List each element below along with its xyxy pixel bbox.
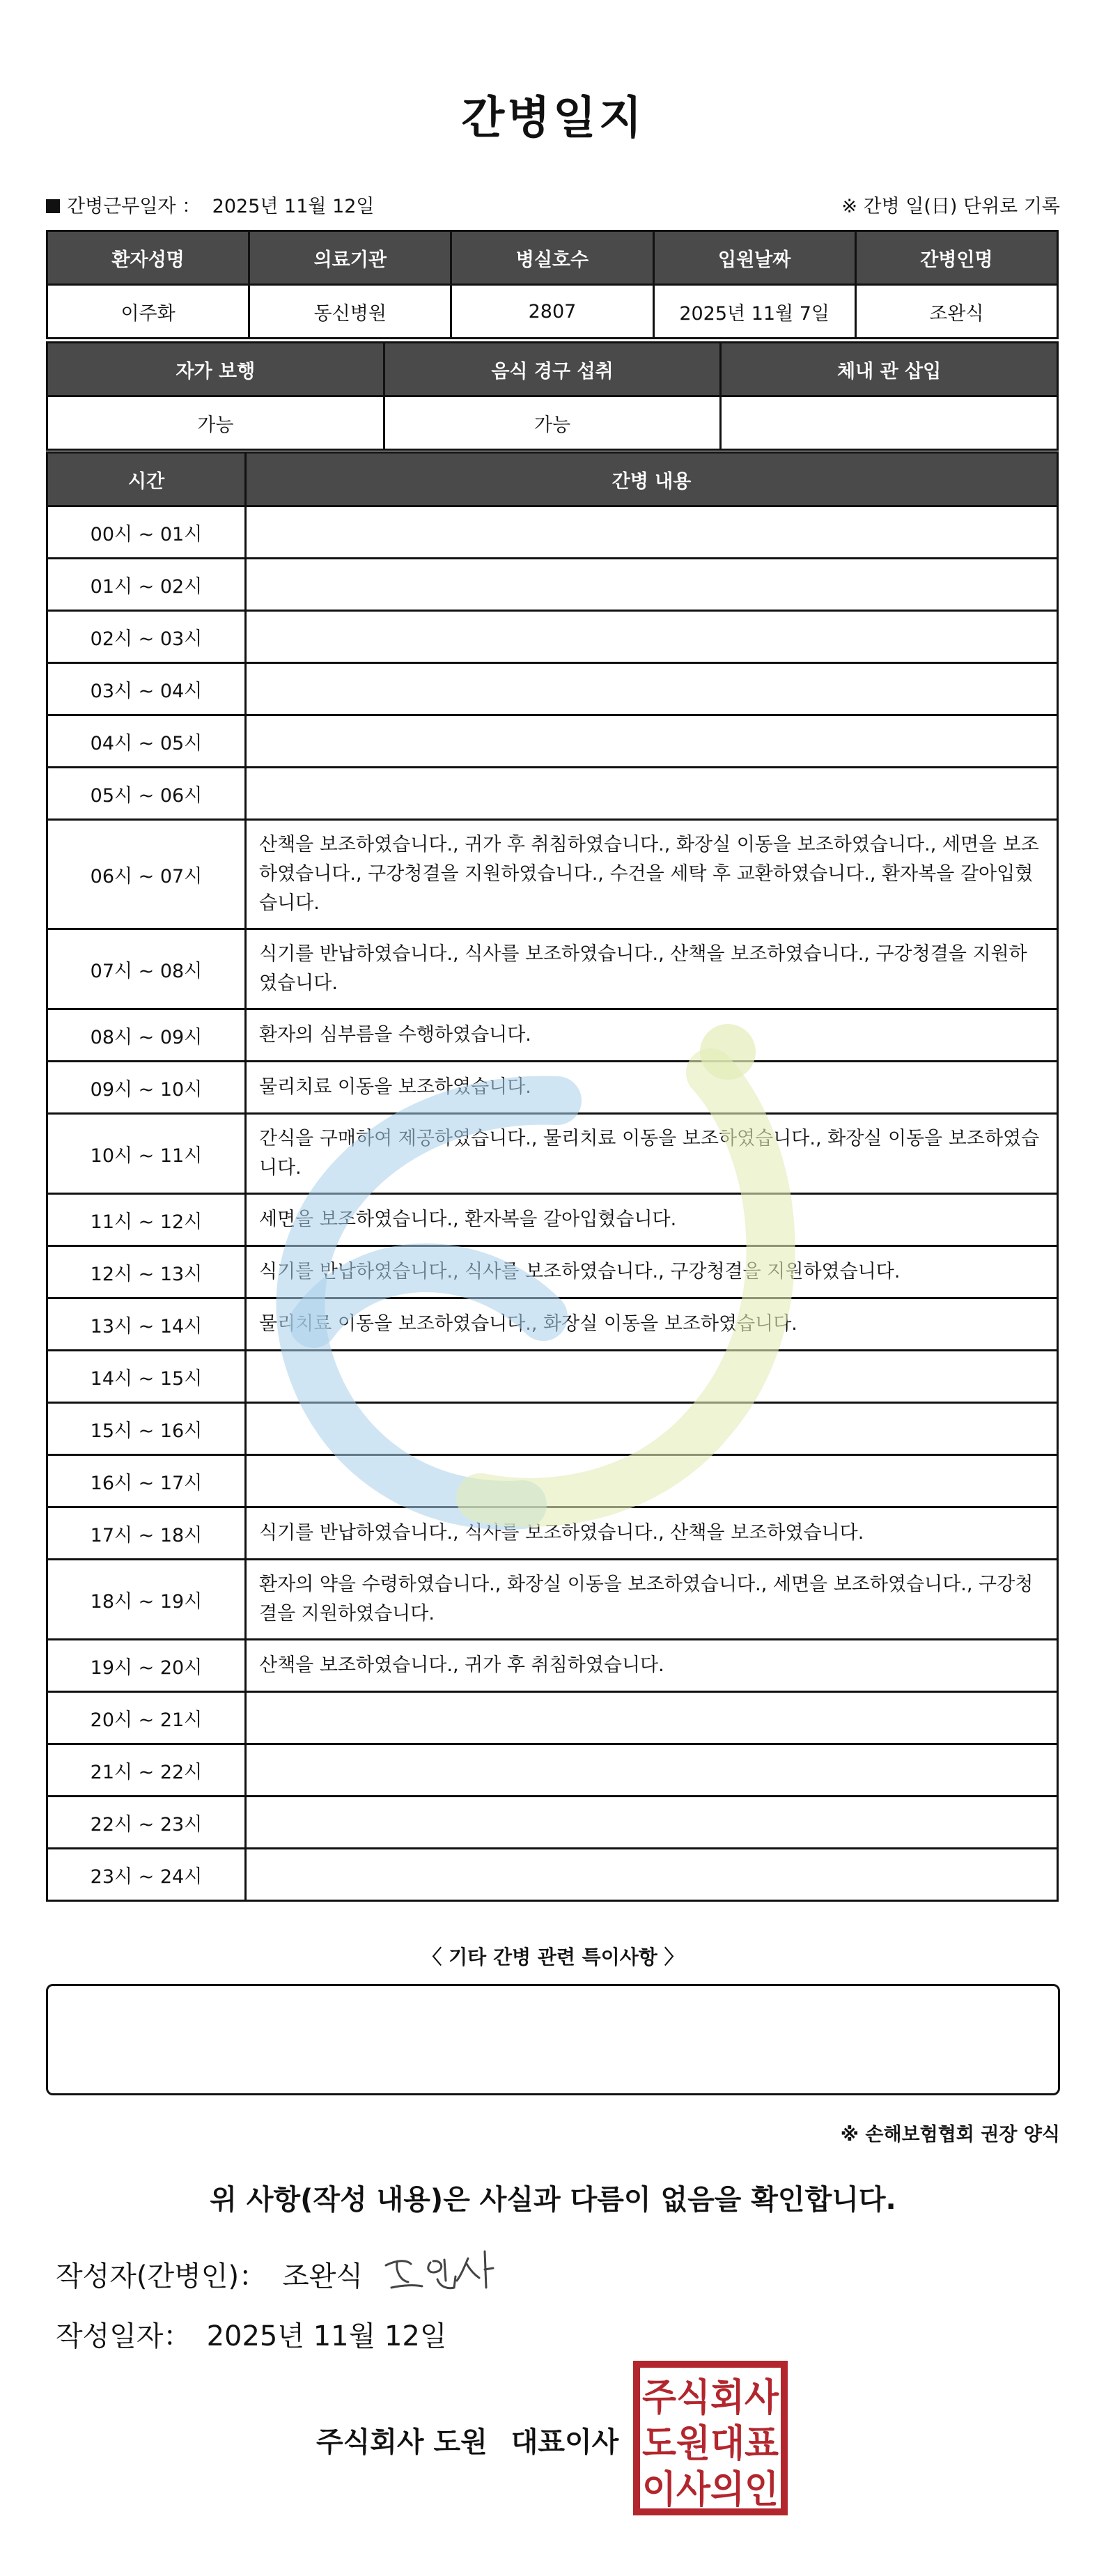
patient-status-table xyxy=(46,341,1059,451)
write-date-line xyxy=(56,2314,447,2354)
log-content-cell: 환자의 약을 수령하였습니다., 화장실 이동을 보조하였습니다., 세면을 보조하였습니다., 구강청결을 지원하였습니다. xyxy=(246,1560,1058,1640)
log-time-cell: 23시 ~ 24시 xyxy=(47,1849,246,1901)
log-row xyxy=(47,820,1058,929)
handwritten-signature xyxy=(376,2239,501,2302)
ceo-title: 대표이사 xyxy=(511,2426,619,2458)
log-time-cell: 20시 ~ 21시 xyxy=(47,1692,246,1744)
log-content-cell xyxy=(246,1692,1058,1744)
log-row xyxy=(47,929,1058,1009)
header-admission-date: 입원날짜 xyxy=(653,231,855,285)
log-row xyxy=(47,611,1058,663)
log-row xyxy=(47,1640,1058,1692)
log-time-cell: 15시 ~ 16시 xyxy=(47,1403,246,1455)
log-content-cell: 산책을 보조하였습니다., 귀가 후 취침하였습니다., 화장실 이동을 보조하였습니다., 세면을 보조하였습니다., 구강청결을 지원하였습니다., 수건을 세탁 후 교환하였습니다., 환자복을 갈아입혔습니다. xyxy=(246,820,1058,929)
log-time-cell: 04시 ~ 05시 xyxy=(47,715,246,768)
log-content-cell xyxy=(246,715,1058,768)
hospital-name: 동신병원 xyxy=(249,285,451,339)
log-row xyxy=(47,1849,1058,1901)
room-number: 2807 xyxy=(451,285,653,339)
log-content-cell: 간식을 구매하여 제공하였습니다., 물리치료 이동을 보조하였습니다., 화장실 이동을 보조하였습니다. xyxy=(246,1114,1058,1194)
log-row xyxy=(47,715,1058,768)
header-self-walking: 자가 보행 xyxy=(47,343,384,396)
log-time-cell: 11시 ~ 12시 xyxy=(47,1194,246,1246)
header-room: 병실호수 xyxy=(451,231,653,285)
log-content-cell xyxy=(246,1351,1058,1403)
patient-info-header-row xyxy=(47,231,1058,285)
svg-text:도원대표: 도원대표 xyxy=(642,2421,779,2465)
log-content-cell xyxy=(246,611,1058,663)
writer-name: 조완식 xyxy=(282,2260,363,2292)
log-content-cell: 물리치료 이동을 보조하였습니다. xyxy=(246,1062,1058,1114)
special-notes-box xyxy=(46,1984,1060,2095)
log-row xyxy=(47,506,1058,559)
log-content-cell xyxy=(246,1744,1058,1797)
work-date-label: 간병근무일자 ： xyxy=(67,196,201,217)
log-time-cell: 09시 ~ 10시 xyxy=(47,1062,246,1114)
log-content-cell xyxy=(246,559,1058,611)
log-time-cell: 06시 ~ 07시 xyxy=(47,820,246,929)
log-content-cell xyxy=(246,1403,1058,1455)
write-date-label: 작성일자： xyxy=(56,2320,192,2352)
log-content-cell: 세면을 보조하였습니다., 환자복을 갈아입혔습니다. xyxy=(246,1194,1058,1246)
log-content-cell xyxy=(246,1455,1058,1507)
log-time-cell: 19시 ~ 20시 xyxy=(47,1640,246,1692)
status-value-row xyxy=(47,396,1058,450)
write-date-value: 2025년 11월 12일 xyxy=(206,2320,447,2352)
special-notes-title: 〈 기타 간병 관련 특이사항 〉 xyxy=(422,1946,684,1969)
log-row xyxy=(47,1455,1058,1507)
patient-info-value-row xyxy=(47,285,1058,339)
log-time-cell: 07시 ~ 08시 xyxy=(47,929,246,1009)
self-walking-value: 가능 xyxy=(47,396,384,450)
log-row xyxy=(47,663,1058,715)
log-row xyxy=(47,1009,1058,1062)
log-time-cell: 03시 ~ 04시 xyxy=(47,663,246,715)
log-time-cell: 13시 ~ 14시 xyxy=(47,1298,246,1351)
log-content-cell xyxy=(246,663,1058,715)
header-patient-name: 환자성명 xyxy=(47,231,249,285)
header-hospital: 의료기관 xyxy=(249,231,451,285)
header-time: 시간 xyxy=(47,453,246,506)
company-seal-stamp xyxy=(632,2360,788,2516)
work-date-value: 2025년 11월 12일 xyxy=(212,196,375,217)
confirmation-statement: 위 사항(작성 내용)은 사실과 다름이 없음을 확인합니다. xyxy=(210,2184,896,2216)
hourly-care-log-table xyxy=(46,451,1059,1902)
log-time-cell: 16시 ~ 17시 xyxy=(47,1455,246,1507)
log-time-cell: 22시 ~ 23시 xyxy=(47,1797,246,1849)
log-time-cell: 08시 ~ 09시 xyxy=(47,1009,246,1062)
patient-info-table xyxy=(46,230,1059,339)
company-name: 주식회사 도원 xyxy=(316,2426,488,2458)
log-content-cell: 식기를 반납하였습니다., 식사를 보조하였습니다., 구강청결을 지원하였습니다. xyxy=(246,1246,1058,1298)
log-row xyxy=(47,1298,1058,1351)
log-row xyxy=(47,1692,1058,1744)
log-content-cell xyxy=(246,1797,1058,1849)
log-time-cell: 00시 ~ 01시 xyxy=(47,506,246,559)
log-time-cell: 05시 ~ 06시 xyxy=(47,768,246,820)
header-care-content: 간병 내용 xyxy=(246,453,1058,506)
log-time-cell: 17시 ~ 18시 xyxy=(47,1507,246,1560)
log-content-cell: 물리치료 이동을 보조하였습니다., 화장실 이동을 보조하였습니다. xyxy=(246,1298,1058,1351)
log-row xyxy=(47,1114,1058,1194)
recommended-form-note: ※ 손해보험협회 권장 양식 xyxy=(840,2124,1060,2146)
log-row xyxy=(47,1246,1058,1298)
header-oral-intake: 음식 경구 섭취 xyxy=(384,343,721,396)
daily-record-note: ※ 간병 일(日) 단위로 기록 xyxy=(841,196,1060,217)
header-tube-insertion: 체내 관 삽입 xyxy=(721,343,1058,396)
log-content-cell xyxy=(246,768,1058,820)
log-time-cell: 21시 ~ 22시 xyxy=(47,1744,246,1797)
log-row xyxy=(47,1403,1058,1455)
log-row xyxy=(47,1351,1058,1403)
caregiver-name: 조완식 xyxy=(855,285,1057,339)
log-row xyxy=(47,1744,1058,1797)
log-time-cell: 18시 ~ 19시 xyxy=(47,1560,246,1640)
log-row xyxy=(47,768,1058,820)
log-content-cell xyxy=(246,1849,1058,1901)
svg-text:주식회사: 주식회사 xyxy=(642,2375,779,2419)
document-title: 간병일지 xyxy=(461,93,645,144)
header-caregiver: 간병인명 xyxy=(855,231,1057,285)
patient-name: 이주화 xyxy=(47,285,249,339)
log-row xyxy=(47,559,1058,611)
log-header-row xyxy=(47,453,1058,506)
writer-label: 작성자(간병인)： xyxy=(56,2260,267,2292)
status-header-row xyxy=(47,343,1058,396)
log-row xyxy=(47,1797,1058,1849)
log-row xyxy=(47,1194,1058,1246)
company-line xyxy=(316,2420,618,2460)
log-time-cell: 14시 ~ 15시 xyxy=(47,1351,246,1403)
admission-date: 2025년 11월 7일 xyxy=(653,285,855,339)
work-date-line xyxy=(46,191,375,218)
oral-intake-value: 가능 xyxy=(384,396,721,450)
writer-line xyxy=(56,2254,363,2294)
svg-text:이사의인: 이사의인 xyxy=(642,2467,779,2511)
log-row xyxy=(47,1062,1058,1114)
log-row xyxy=(47,1507,1058,1560)
log-time-cell: 02시 ~ 03시 xyxy=(47,611,246,663)
log-time-cell: 01시 ~ 02시 xyxy=(47,559,246,611)
square-bullet-icon xyxy=(46,199,60,213)
tube-insertion-value xyxy=(721,396,1058,450)
log-content-cell: 산책을 보조하였습니다., 귀가 후 취침하였습니다. xyxy=(246,1640,1058,1692)
log-content-cell: 환자의 심부름을 수행하였습니다. xyxy=(246,1009,1058,1062)
log-row xyxy=(47,1560,1058,1640)
log-time-cell: 12시 ~ 13시 xyxy=(47,1246,246,1298)
log-content-cell: 식기를 반납하였습니다., 식사를 보조하였습니다., 산책을 보조하였습니다. xyxy=(246,1507,1058,1560)
log-time-cell: 10시 ~ 11시 xyxy=(47,1114,246,1194)
log-content-cell xyxy=(246,506,1058,559)
log-content-cell: 식기를 반납하였습니다., 식사를 보조하였습니다., 산책을 보조하였습니다., 구강청결을 지원하였습니다. xyxy=(246,929,1058,1009)
